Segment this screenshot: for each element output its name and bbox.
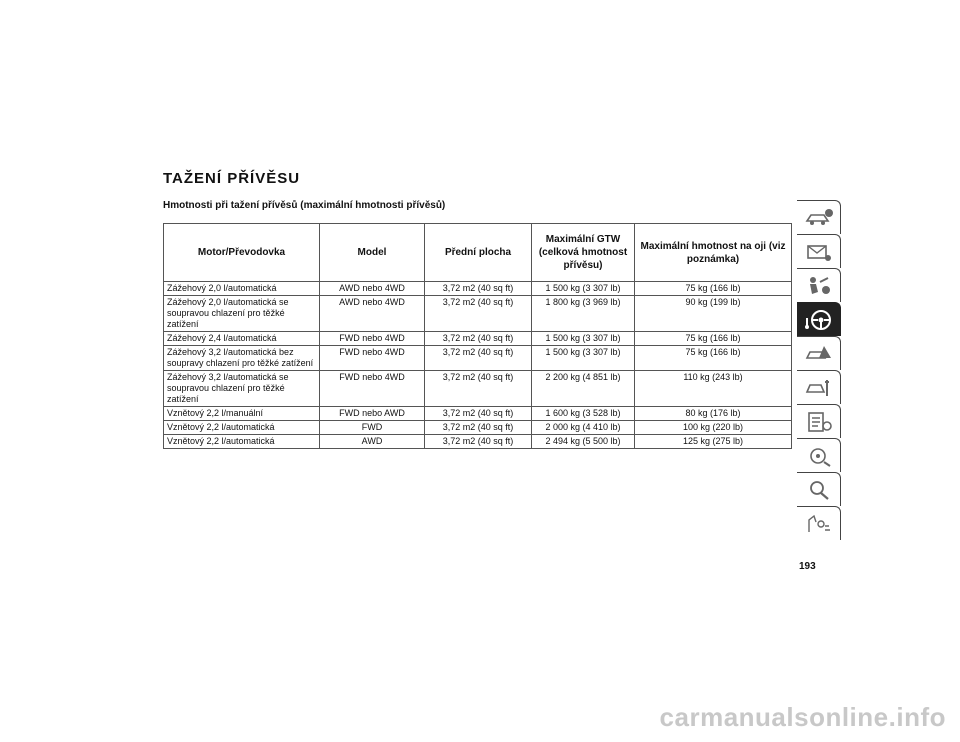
cell-max-gtw: 1 600 kg (3 528 lb) [532, 407, 635, 421]
header-model: Model [320, 224, 425, 282]
cell-engine: Vznětový 2,2 l/automatická [164, 435, 320, 449]
cell-max-gtw: 1 500 kg (3 307 lb) [532, 346, 635, 371]
multimedia-icon [804, 444, 834, 468]
table-row [164, 407, 792, 421]
cell-model: FWD nebo AWD [320, 407, 425, 421]
table-row [164, 282, 792, 296]
cell-frontal-area: 3,72 m2 (40 sq ft) [425, 282, 532, 296]
cell-engine: Zážehový 2,4 l/automatická [164, 332, 320, 346]
cell-tongue-weight: 75 kg (166 lb) [635, 346, 792, 371]
table-row [164, 296, 792, 332]
cell-max-gtw: 2 494 kg (5 500 lb) [532, 435, 635, 449]
cell-max-gtw: 1 500 kg (3 307 lb) [532, 332, 635, 346]
header-max-gtw: Maximální GTW (celková hmotnost přívěsu) [532, 224, 635, 282]
section-subtitle: Hmotnosti při tažení přívěsů (maximální hmotnosti přívěsů) [163, 200, 446, 211]
safety-airbag-icon [804, 274, 834, 298]
cell-model: FWD nebo 4WD [320, 371, 425, 407]
section-title: TAŽENÍ PŘÍVĚSU [163, 170, 301, 187]
technical-data-icon [804, 410, 834, 434]
table-row [164, 435, 792, 449]
tab-driving[interactable] [797, 302, 841, 336]
cell-frontal-area: 3,72 m2 (40 sq ft) [425, 421, 532, 435]
cell-engine: Vznětový 2,2 l/manuální [164, 407, 320, 421]
tab-search[interactable] [797, 472, 841, 506]
cell-model: FWD nebo 4WD [320, 346, 425, 371]
cell-frontal-area: 3,72 m2 (40 sq ft) [425, 346, 532, 371]
cell-max-gtw: 1 500 kg (3 307 lb) [532, 282, 635, 296]
tab-technical-data[interactable] [797, 404, 841, 438]
car-emergency-icon [804, 342, 834, 366]
cell-frontal-area: 3,72 m2 (40 sq ft) [425, 371, 532, 407]
header-frontal-area: Přední plocha [425, 224, 532, 282]
page-number: 193 [799, 561, 816, 572]
cell-frontal-area: 3,72 m2 (40 sq ft) [425, 296, 532, 332]
cell-frontal-area: 3,72 m2 (40 sq ft) [425, 332, 532, 346]
tab-index[interactable] [797, 506, 841, 540]
cell-model: AWD nebo 4WD [320, 296, 425, 332]
cell-tongue-weight: 75 kg (166 lb) [635, 332, 792, 346]
watermark: carmanualsonline.info [659, 702, 946, 732]
cell-engine: Zážehový 3,2 l/automatická bez soupravy chlazení pro těžké zatížení [164, 346, 320, 371]
cell-engine: Zážehový 3,2 l/automatická se soupravou chlazení pro těžké zatížení [164, 371, 320, 407]
cell-tongue-weight: 110 kg (243 lb) [635, 371, 792, 407]
cell-max-gtw: 2 200 kg (4 851 lb) [532, 371, 635, 407]
car-service-icon [804, 376, 834, 400]
towing-weights-table [163, 223, 792, 449]
cell-tongue-weight: 75 kg (166 lb) [635, 282, 792, 296]
cell-engine: Zážehový 2,0 l/automatická se soupravou chlazení pro těžké zatížení [164, 296, 320, 332]
steering-wheel-icon [804, 308, 834, 332]
cell-frontal-area: 3,72 m2 (40 sq ft) [425, 407, 532, 421]
car-info-icon [804, 206, 834, 230]
table-header-row [164, 224, 792, 282]
table-row [164, 421, 792, 435]
cell-max-gtw: 1 800 kg (3 969 lb) [532, 296, 635, 332]
cell-frontal-area: 3,72 m2 (40 sq ft) [425, 435, 532, 449]
cell-model: FWD nebo 4WD [320, 332, 425, 346]
index-icon [804, 512, 834, 536]
cell-engine: Vznětový 2,2 l/automatická [164, 421, 320, 435]
search-icon [804, 478, 834, 502]
table-row [164, 332, 792, 346]
chapter-tabs [797, 200, 841, 540]
cell-model: AWD [320, 435, 425, 449]
cell-tongue-weight: 100 kg (220 lb) [635, 421, 792, 435]
tab-emergency[interactable] [797, 336, 841, 370]
cell-model: AWD nebo 4WD [320, 282, 425, 296]
cell-max-gtw: 2 000 kg (4 410 lb) [532, 421, 635, 435]
cell-tongue-weight: 125 kg (275 lb) [635, 435, 792, 449]
cell-tongue-weight: 80 kg (176 lb) [635, 407, 792, 421]
tab-dashboard[interactable] [797, 234, 841, 268]
cell-model: FWD [320, 421, 425, 435]
header-tongue-weight: Maximální hmotnost na oji (viz poznámka) [635, 224, 792, 282]
table-row [164, 346, 792, 371]
table-row [164, 371, 792, 407]
tab-vehicle-info[interactable] [797, 200, 841, 234]
tab-safety[interactable] [797, 268, 841, 302]
tab-service[interactable] [797, 370, 841, 404]
dashboard-warning-icon [804, 240, 834, 264]
cell-engine: Zážehový 2,0 l/automatická [164, 282, 320, 296]
cell-tongue-weight: 90 kg (199 lb) [635, 296, 792, 332]
tab-multimedia[interactable] [797, 438, 841, 472]
header-engine: Motor/Převodovka [164, 224, 320, 282]
